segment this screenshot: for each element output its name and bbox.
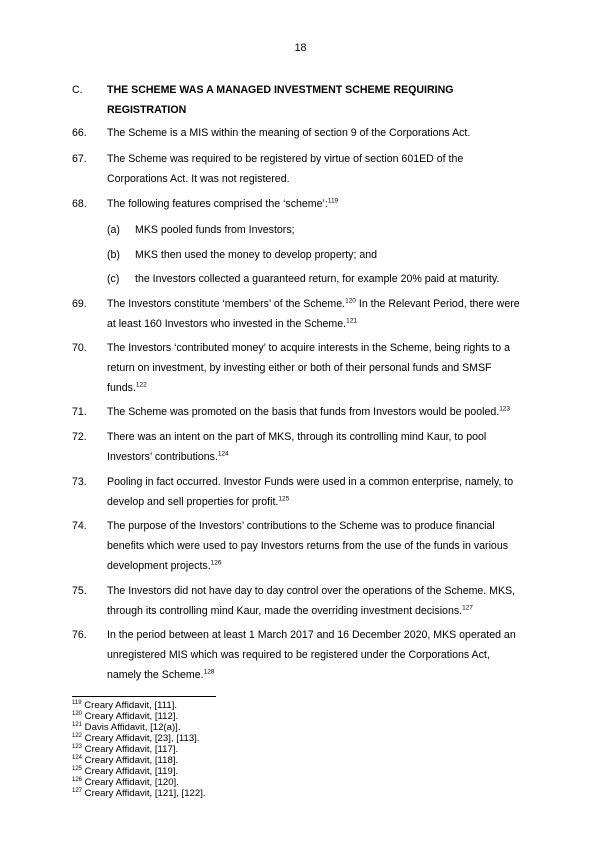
- paragraph-line: The purpose of the Investors’ contributions to the Scheme was to produce financial: [107, 520, 495, 532]
- paragraph-line: benefits which were used to pay Investors returns from the use of the funds in various: [107, 540, 509, 552]
- footnote-number: 124: [72, 754, 83, 761]
- paragraph-line: unregistered MIS which was required to be registered under the Corporations Act,: [107, 649, 490, 661]
- footnote-ref[interactable]: 123: [499, 405, 511, 413]
- footnote-ref[interactable]: 121: [346, 317, 357, 325]
- footnote-text: Creary Affidavit, [112].: [82, 711, 179, 722]
- footnote-text: Creary Affidavit, [111].: [81, 700, 178, 711]
- footnote: [72, 756, 178, 767]
- paragraph-line: There was an intent on the part of MKS, through its controlling mind Kaur, to pool: [107, 431, 487, 443]
- paragraph-line: In the Relevant Period, there were: [355, 298, 520, 310]
- paragraph-number: 76.: [72, 629, 87, 641]
- paragraph-number: 69.: [72, 298, 87, 310]
- paragraph-number: 73.: [72, 476, 87, 488]
- footnote-text: Creary Affidavit, [117].: [82, 744, 179, 755]
- footnote-number: 119: [72, 699, 82, 706]
- footnote-number: 122: [72, 732, 83, 739]
- paragraph-line: at least 160 Investors who invested in the Scheme.: [107, 318, 347, 330]
- subitem-label: (b): [107, 249, 120, 261]
- footnote-ref[interactable]: 120: [345, 297, 356, 305]
- paragraph-number: 66.: [72, 127, 87, 139]
- subitem-label: (a): [107, 224, 120, 236]
- footnote-number: 123: [72, 743, 83, 750]
- footnote-ref[interactable]: 128: [203, 668, 215, 676]
- paragraph-number: 72.: [72, 431, 87, 443]
- footnote-number: 121: [72, 721, 83, 728]
- footnote-ref[interactable]: 124: [217, 450, 229, 458]
- footnote: [72, 701, 177, 712]
- paragraph-line: Investors’ contributions.: [107, 451, 218, 463]
- paragraph-line: The Scheme was required to be registered by virtue of section 601ED of the: [107, 153, 464, 165]
- paragraph-line: through its controlling mind Kaur, made the overriding investment decisions.: [107, 605, 463, 617]
- paragraph-text: The Scheme is a MIS within the meaning of section 9 of the Corporations Act.: [107, 127, 471, 139]
- footnote-text: Creary Affidavit, [120].: [82, 777, 179, 788]
- paragraph-number: 75.: [72, 585, 87, 597]
- page-number: 18: [294, 42, 307, 54]
- footnote-text: Davis Affidavit, [12(a)].: [82, 722, 181, 733]
- paragraph-line: The Investors constitute ‘members’ of the Scheme.: [107, 298, 346, 310]
- footnote-number: 125: [72, 765, 83, 772]
- paragraph-line: The Investors ‘contributed money’ to acquire interests in the Scheme, being rights to a: [107, 342, 510, 354]
- section-heading-text: [107, 80, 542, 120]
- footnote: [72, 778, 179, 789]
- footnote-separator: [72, 696, 216, 697]
- footnote: [72, 767, 178, 778]
- paragraph-number: 74.: [72, 520, 87, 532]
- subitem-text: MKS then used the money to develop property; and: [135, 249, 378, 261]
- section-heading-line-2: REGISTRATION: [107, 104, 187, 116]
- footnote: [72, 723, 180, 734]
- footnote-text: Creary Affidavit, [23], [113].: [82, 733, 200, 744]
- footnote: [72, 745, 178, 756]
- paragraph-line: Pooling in fact occurred. Investor Funds were used in a common enterprise, namely, to: [107, 476, 514, 488]
- section-heading-number: C.: [72, 84, 83, 96]
- subitem-text: the Investors collected a guaranteed return, for example 20% paid at maturity.: [135, 273, 500, 285]
- footnote-ref[interactable]: 126: [210, 559, 222, 567]
- paragraph-number: 70.: [72, 342, 87, 354]
- section-heading-line-1: THE SCHEME WAS A MANAGED INVESTMENT SCHEME REQUIRING: [107, 84, 454, 96]
- paragraph-line: return on investment, by investing either or both of their personal funds and SMSF: [107, 362, 492, 374]
- footnote-text: Creary Affidavit, [119].: [82, 766, 179, 777]
- footnote-ref[interactable]: 119: [327, 197, 339, 205]
- footnote: [72, 712, 178, 723]
- subitem-label: (c): [107, 273, 120, 285]
- paragraph-text: The Scheme was promoted on the basis that funds from Investors would be pooled.: [107, 406, 500, 418]
- footnote: [72, 734, 200, 745]
- paragraph-line: In the period between at least 1 March 2017 and 16 December 2020, MKS operated an: [107, 629, 516, 641]
- footnote: [72, 789, 206, 800]
- paragraph-number: 68.: [72, 198, 87, 210]
- footnote-number: 126: [72, 776, 83, 783]
- footnote-text: Creary Affidavit, [121], [122].: [82, 788, 206, 799]
- paragraph-line: development projects.: [107, 560, 211, 572]
- paragraph-line: develop and sell properties for profit.: [107, 496, 279, 508]
- footnote-ref[interactable]: 127: [462, 604, 473, 612]
- paragraph-text: The following features comprised the ‘scheme’:: [107, 198, 328, 210]
- footnote-ref[interactable]: 122: [135, 381, 147, 389]
- paragraph-line: namely the Scheme.: [107, 669, 204, 681]
- paragraph-line: The Investors did not have day to day control over the operations of the Scheme. MKS,: [107, 585, 516, 597]
- footnote-text: Creary Affidavit, [118].: [82, 755, 179, 766]
- footnote-ref[interactable]: 125: [278, 495, 290, 503]
- subitem-text: MKS pooled funds from Investors;: [135, 224, 295, 236]
- footnote-number: 127: [72, 787, 83, 794]
- paragraph-line: Corporations Act. It was not registered.: [107, 173, 290, 185]
- paragraph-line: funds.: [107, 382, 136, 394]
- paragraph-number: 71.: [72, 406, 87, 418]
- footnote-number: 120: [72, 710, 83, 717]
- paragraph-number: 67.: [72, 153, 87, 165]
